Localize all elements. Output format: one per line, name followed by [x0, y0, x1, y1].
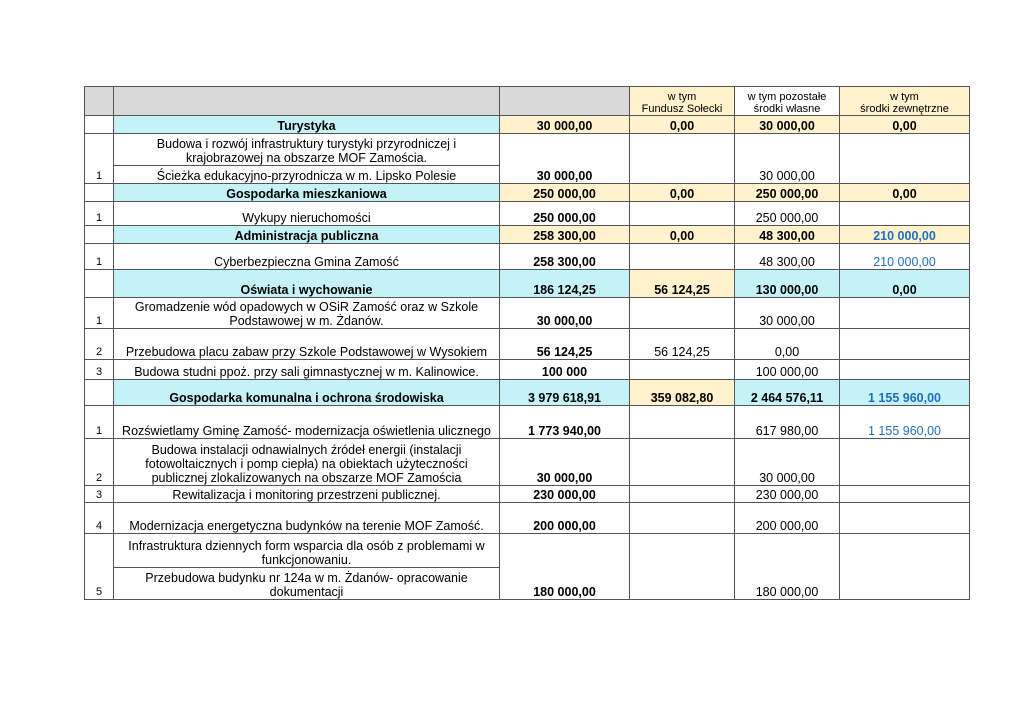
- item-external: [840, 503, 970, 534]
- section-num: [85, 226, 114, 244]
- header-total-cell: [500, 87, 630, 116]
- table-row: [85, 360, 970, 380]
- header-solecki: [630, 87, 735, 116]
- section-total: 186 124,25: [500, 270, 630, 298]
- item-num: 1: [85, 298, 114, 329]
- item-solecki: [630, 244, 735, 270]
- header-solecki-label: w tym Fundusz Sołecki: [641, 91, 723, 115]
- item-solecki: [630, 503, 735, 534]
- section-num: [85, 270, 114, 298]
- section-title: Gospodarka komunalna i ochrona środowiska: [114, 380, 500, 406]
- item-solecki: [630, 406, 735, 439]
- section-total: 30 000,00: [500, 116, 630, 134]
- section-external: 0,00: [840, 184, 970, 202]
- item-num: 1: [85, 406, 114, 439]
- item-name: Cyberbezpieczna Gmina Zamość: [114, 244, 500, 270]
- item-total: 258 300,00: [500, 244, 630, 270]
- item-external: [840, 134, 970, 184]
- header-external: [840, 87, 970, 116]
- table-row: [85, 134, 970, 166]
- item-own: 30 000,00: [735, 298, 840, 329]
- section-total: 258 300,00: [500, 226, 630, 244]
- item-total: 230 000,00: [500, 486, 630, 503]
- item-total: 56 124,25: [500, 329, 630, 360]
- item-num: 1: [85, 244, 114, 270]
- table-row: [85, 439, 970, 486]
- section-external: 0,00: [840, 270, 970, 298]
- item-name: Modernizacja energetyczna budynków na terenie MOF Zamość.: [114, 503, 500, 534]
- item-num: 1: [85, 202, 114, 226]
- item-subname: Przebudowa budynku nr 124a w m. Żdanów- opracowanie dokumentacji: [114, 568, 500, 600]
- table-row: [85, 298, 970, 329]
- item-own: 617 980,00: [735, 406, 840, 439]
- item-external: [840, 534, 970, 600]
- budget-table: [84, 86, 970, 600]
- header-name-cell: [114, 87, 500, 116]
- item-own: 30 000,00: [735, 134, 840, 184]
- section-row-mieszkaniowa: [85, 184, 970, 202]
- section-num: [85, 380, 114, 406]
- item-num: 5: [85, 534, 114, 600]
- item-total: 30 000,00: [500, 439, 630, 486]
- item-name: Budowa instalacji odnawialnych źródeł energii (instalacji fotowoltaicznych i pomp ciepła) na obiektach użyteczności publicznej zlokalizowanych na obszarze MOF Zamościa: [114, 439, 500, 486]
- section-solecki: 0,00: [630, 184, 735, 202]
- header-own: [735, 87, 840, 116]
- section-row-komunalna: [85, 380, 970, 406]
- section-own: 48 300,00: [735, 226, 840, 244]
- item-num: 2: [85, 329, 114, 360]
- item-own: 230 000,00: [735, 486, 840, 503]
- item-solecki: [630, 298, 735, 329]
- section-total: 3 979 618,91: [500, 380, 630, 406]
- item-solecki: 56 124,25: [630, 329, 735, 360]
- item-own: 180 000,00: [735, 534, 840, 600]
- item-num: 4: [85, 503, 114, 534]
- section-total: 250 000,00: [500, 184, 630, 202]
- section-row-turystyka: [85, 116, 970, 134]
- item-external: [840, 298, 970, 329]
- item-external: 210 000,00: [840, 244, 970, 270]
- item-own: 250 000,00: [735, 202, 840, 226]
- table-row: [85, 534, 970, 568]
- section-title: Turystyka: [114, 116, 500, 134]
- item-name: Przebudowa placu zabaw przy Szkole Podstawowej w Wysokiem: [114, 329, 500, 360]
- item-external: [840, 329, 970, 360]
- item-own: 48 300,00: [735, 244, 840, 270]
- item-external: [840, 486, 970, 503]
- item-num: 3: [85, 360, 114, 380]
- header-row: [85, 87, 970, 116]
- section-own: 250 000,00: [735, 184, 840, 202]
- item-own: 30 000,00: [735, 439, 840, 486]
- item-name: Rewitalizacja i monitoring przestrzeni publicznej.: [114, 486, 500, 503]
- item-subname: Ścieżka edukacyjno-przyrodnicza w m. Lipsko Polesie: [114, 166, 500, 184]
- item-name: Infrastruktura dziennych form wsparcia dla osób z problemami w funkcjonowaniu.: [114, 534, 500, 568]
- section-own: 30 000,00: [735, 116, 840, 134]
- section-external: 0,00: [840, 116, 970, 134]
- item-num: 3: [85, 486, 114, 503]
- item-solecki: [630, 134, 735, 184]
- section-solecki: 359 082,80: [630, 380, 735, 406]
- item-total: 250 000,00: [500, 202, 630, 226]
- item-total: 200 000,00: [500, 503, 630, 534]
- section-own: 130 000,00: [735, 270, 840, 298]
- item-solecki: [630, 534, 735, 600]
- item-external: [840, 202, 970, 226]
- section-num: [85, 116, 114, 134]
- item-total: 30 000,00: [500, 298, 630, 329]
- item-solecki: [630, 486, 735, 503]
- item-external: [840, 360, 970, 380]
- table-row: [85, 503, 970, 534]
- item-num: 1: [85, 134, 114, 184]
- item-total: 100 000: [500, 360, 630, 380]
- table-row: [85, 244, 970, 270]
- item-name: Budowa i rozwój infrastruktury turystyki przyrodniczej i krajobrazowej na obszarze MOF Zamościa.: [114, 134, 500, 166]
- item-total: 30 000,00: [500, 134, 630, 184]
- header-num-cell: [85, 87, 114, 116]
- section-num: [85, 184, 114, 202]
- section-external: 210 000,00: [840, 226, 970, 244]
- item-name: Budowa studni ppoż. przy sali gimnastycznej w m. Kalinowice.: [114, 360, 500, 380]
- item-total: 180 000,00: [500, 534, 630, 600]
- section-title: Oświata i wychowanie: [114, 270, 500, 298]
- item-external: [840, 439, 970, 486]
- item-total: 1 773 940,00: [500, 406, 630, 439]
- item-solecki: [630, 202, 735, 226]
- item-name: Wykupy nieruchomości: [114, 202, 500, 226]
- table-row: [85, 202, 970, 226]
- table-row: [85, 329, 970, 360]
- header-external-label: w tym środki zewnętrzne: [860, 91, 949, 115]
- item-solecki: [630, 360, 735, 380]
- section-row-administracja: [85, 226, 970, 244]
- table-row: [85, 406, 970, 439]
- section-title: Administracja publiczna: [114, 226, 500, 244]
- section-solecki: 56 124,25: [630, 270, 735, 298]
- item-solecki: [630, 439, 735, 486]
- item-own: 200 000,00: [735, 503, 840, 534]
- table-row: [85, 486, 970, 503]
- item-name: Gromadzenie wód opadowych w OSiR Zamość oraz w Szkole Podstawowej w m. Żdanów.: [114, 298, 500, 329]
- item-num: 2: [85, 439, 114, 486]
- item-own: 0,00: [735, 329, 840, 360]
- section-external: 1 155 960,00: [840, 380, 970, 406]
- item-own: 100 000,00: [735, 360, 840, 380]
- section-title: Gospodarka mieszkaniowa: [114, 184, 500, 202]
- item-name: Rozświetlamy Gminę Zamość- modernizacja oświetlenia ulicznego: [114, 406, 500, 439]
- section-solecki: 0,00: [630, 226, 735, 244]
- section-own: 2 464 576,11: [735, 380, 840, 406]
- section-solecki: 0,00: [630, 116, 735, 134]
- header-own-label: w tym pozostałe środki własne: [747, 91, 827, 115]
- section-row-oswiata: [85, 270, 970, 298]
- item-external: 1 155 960,00: [840, 406, 970, 439]
